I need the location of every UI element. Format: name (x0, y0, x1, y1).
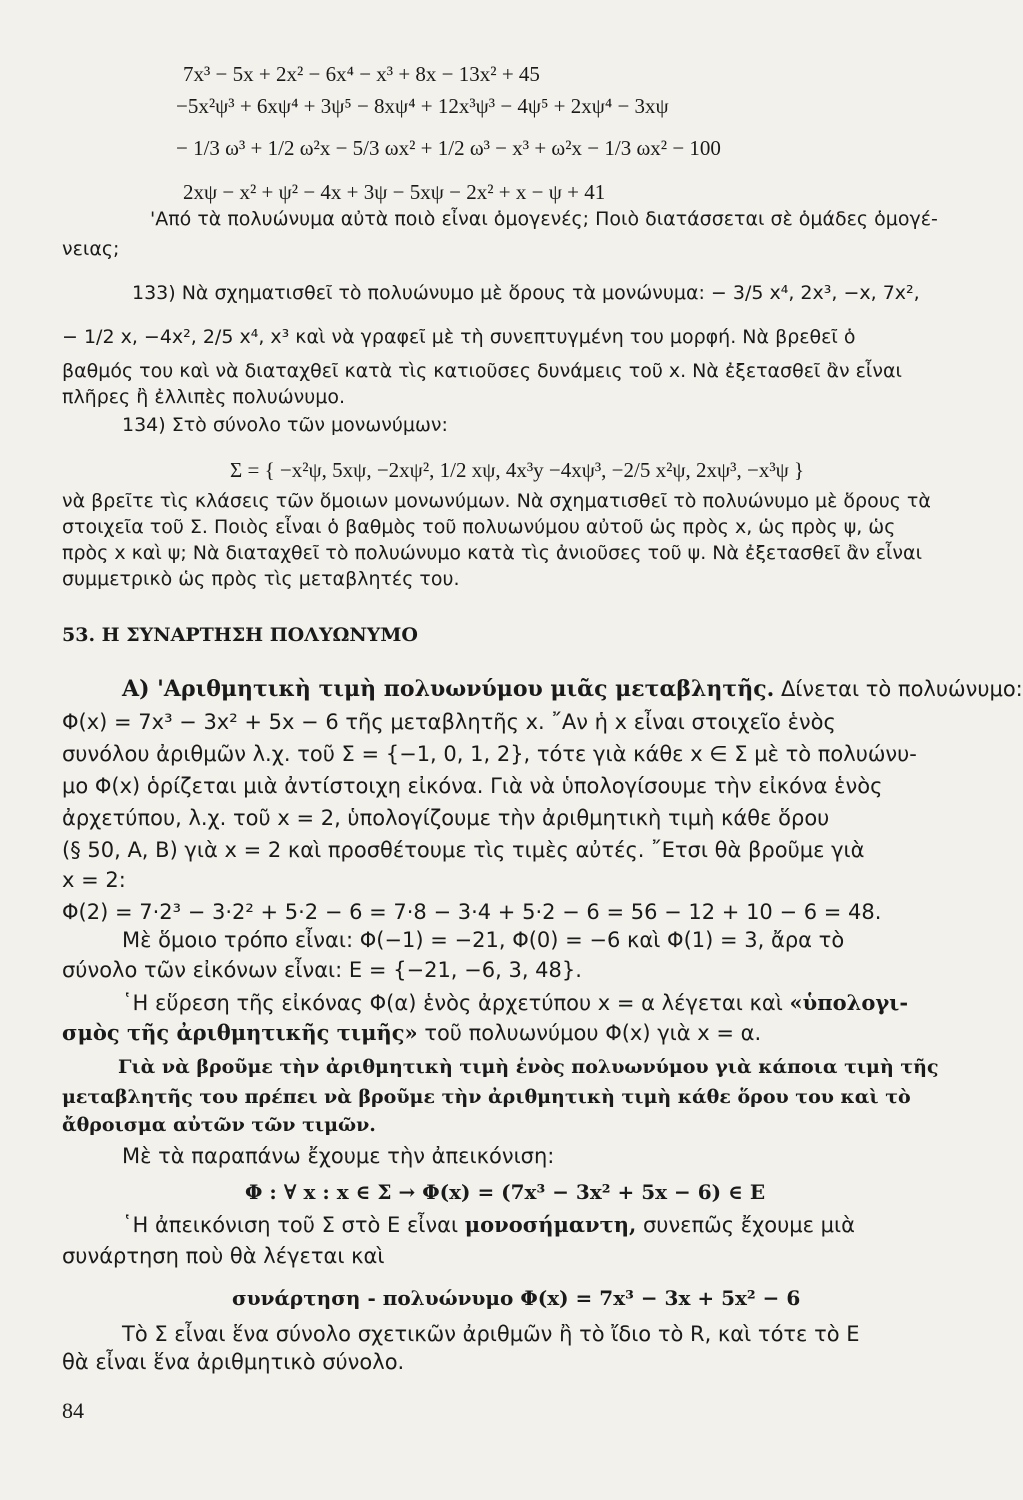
exercise-134: πρὸς x καὶ ψ; Νὰ διαταχθεῖ τὸ πολυώνυμο κατὰ τὶς ἀνιοῦσες τοῦ ψ. Νὰ ἐξετασθεῖ ἂν εἶναι (62, 542, 923, 564)
section-heading: 53. Η ΣΥΝΑΡΤΗΣΗ ΠΟΛΥΩΝΥΜΟ (62, 624, 418, 646)
exercise-133: πλῆρες ἢ ἐλλιπὲς πολυώνυμο. (62, 386, 345, 408)
body-line: (§ 50, A, B) γιὰ x = 2 καὶ προσθέτουμε τὶς τιμὲς αὐτές. ῎Ετσι θὰ βροῦμε γιὰ (62, 838, 865, 862)
exercise-134: στοιχεῖα τοῦ Σ. Ποιὸς εἶναι ὁ βαθμὸς τοῦ πολυωνύμου αὐτοῦ ὡς πρὸς x, ὡς πρὸς ψ, ὡς (62, 516, 896, 538)
body-line (62, 1020, 761, 1045)
body-line: σύνολο τῶν εἰκόνων εἶναι: E = {−21, −6, 3, 48}. (62, 958, 582, 982)
bold-term: μονοσήμαντη, (464, 1212, 637, 1237)
bold-quote: «ὑπολογι- (789, 990, 909, 1015)
body-line: συνάρτηση ποὺ θὰ λέγεται καὶ (62, 1244, 385, 1268)
subheading-tail: Δίνεται τὸ πολυώνυμο: (774, 677, 1023, 701)
body-text: συνεπῶς ἔχουμε μιὰ (636, 1213, 855, 1237)
exercise-134: 134) Στὸ σύνολο τῶν μονωνύμων: (122, 414, 448, 436)
polynomial-line: 2xψ − x² + ψ² − 4x + 3ψ − 5xψ − 2x² + x − ψ + 41 (183, 180, 606, 204)
polynomial-line: − 1/3 ω³ + 1/2 ω²x − 5/3 ωx² + 1/2 ω³ − x³ + ω²x − 1/3 ωx² − 100 (176, 136, 721, 160)
question-text: 'Από τὰ πολυώνυμα αὐτὰ ποιὸ εἶναι ὁμογενές; Ποιὸ διατάσσεται σὲ ὁμάδες ὁμογέ- (150, 208, 938, 230)
rule-text: ἄθροισμα αὐτῶν τῶν τιμῶν. (62, 1114, 376, 1136)
body-line: μο Φ(x) ὁρίζεται μιὰ ἀντίστοιχη εἰκόνα. Γιὰ νὰ ὑπολογίσουμε τὴν εἰκόνα ἑνὸς (62, 774, 883, 798)
body-line: Φ(x) = 7x³ − 3x² + 5x − 6 τῆς μεταβλητῆς x. ῎Αν ἡ x εἶναι στοιχεῖο ἑνὸς (62, 710, 836, 734)
body-line: Τὸ Σ εἶναι ἕνα σύνολο σχετικῶν ἀριθμῶν ἢ τὸ ἴδιο τὸ R, καὶ τότε τὸ E (122, 1322, 860, 1346)
body-line (122, 1212, 855, 1237)
subheading: A) 'Αριθμητικὴ τιμὴ πολυωνύμου μιᾶς μεταβλητῆς. (122, 676, 775, 702)
mapping-intro: Μὲ τὰ παραπάνω ἔχουμε τὴν ἀπεικόνιση: (122, 1144, 555, 1168)
exercise-133: 133) Νὰ σχηματισθεῖ τὸ πολυώνυμο μὲ ὅρους τὰ μονώνυμα: − 3/5 x⁴, 2x³, −x, 7x², (132, 282, 920, 304)
rule-text: μεταβλητῆς του πρέπει νὰ βροῦμε τὴν ἀριθμητικὴ τιμὴ κάθε ὅρου του καὶ τὸ (62, 1086, 911, 1108)
monomial-set: Σ = { −x²ψ, 5xψ, −2xψ², 1/2 xψ, 4x³y −4xψ³, −2/5 x²ψ, 2xψ³, −x³ψ } (230, 458, 805, 482)
polynomial-line: 7x³ − 5x + 2x² − 6x⁴ − x³ + 8x − 13x² + 45 (183, 62, 540, 86)
body-line (122, 990, 908, 1015)
calculation-line: Φ(2) = 7·2³ − 3·2² + 5·2 − 6 = 7·8 − 3·4 + 5·2 − 6 = 56 − 12 + 10 − 6 = 48. (62, 900, 882, 924)
rule-text: Γιὰ νὰ βροῦμε τὴν ἀριθμητικὴ τιμὴ ἑνὸς πολυωνύμου γιὰ κάποια τιμὴ τῆς (118, 1056, 939, 1078)
question-text: νειας; (62, 238, 120, 260)
polynomial-line: −5x²ψ³ + 6xψ⁴ + 3ψ⁵ − 8xψ⁴ + 12x³ψ³ − 4ψ⁵ + 2xψ⁴ − 3xψ (176, 94, 669, 118)
body-line: θὰ εἶναι ἕνα ἀριθμητικὸ σύνολο. (62, 1350, 405, 1374)
body-line: ἀρχετύπου, λ.χ. τοῦ x = 2, ὑπολογίζουμε τὴν ἀριθμητικὴ τιμὴ κάθε ὅρου (62, 806, 830, 830)
body-line: x = 2: (62, 868, 126, 892)
page-number: 84 (62, 1398, 84, 1423)
exercise-133: βαθμός του καὶ νὰ διαταχθεῖ κατὰ τὶς κατιοῦσες δυνάμεις τοῦ x. Νὰ ἐξετασθεῖ ἂν εἶναι (62, 360, 902, 382)
body-line: συνόλου ἀριθμῶν λ.χ. τοῦ Σ = {−1, 0, 1, 2}, τότε γιὰ κάθε x ∈ Σ μὲ τὸ πολυώνυ- (62, 742, 917, 766)
body-text: ῾Η ἀπεικόνιση τοῦ Σ στὸ E εἶναι (122, 1213, 459, 1237)
bleed-through (700, 85, 706, 105)
function-definition: συνάρτηση - πολυώνυμο Φ(x) = 7x³ − 3x + 5x² − 6 (232, 1286, 801, 1310)
bold-quote: σμὸς τῆς ἀριθμητικῆς τιμῆς» (62, 1020, 418, 1045)
exercise-133: − 1/2 x, −4x², 2/5 x⁴, x³ καὶ νὰ γραφεῖ μὲ τὴ συνεπτυγμένη του μορφή. Νὰ βρεθεῖ ὁ (62, 326, 856, 348)
mapping-formula: Φ : ∀ x : x ∈ Σ → Φ(x) = (7x³ − 3x² + 5x − 6) ∈ E (245, 1180, 766, 1204)
subheading-line (122, 676, 1023, 702)
exercise-134: συμμετρικὸ ὡς πρὸς τὶς μεταβλητές του. (62, 568, 460, 590)
body-text: τοῦ πολυωνύμου Φ(x) γιὰ x = α. (417, 1021, 762, 1045)
body-text: ῾Η εὕρεση τῆς εἰκόνας Φ(α) ἑνὸς ἀρχετύπου x = α λέγεται καὶ (122, 991, 783, 1015)
exercise-134: νὰ βρεῖτε τὶς κλάσεις τῶν ὅμοιων μονωνύμων. Νὰ σχηματισθεῖ τὸ πολυώνυμο μὲ ὅρους τὰ (62, 490, 931, 512)
body-line: Μὲ ὅμοιο τρόπο εἶναι: Φ(−1) = −21, Φ(0) = −6 καὶ Φ(1) = 3, ἄρα τὸ (122, 928, 845, 952)
